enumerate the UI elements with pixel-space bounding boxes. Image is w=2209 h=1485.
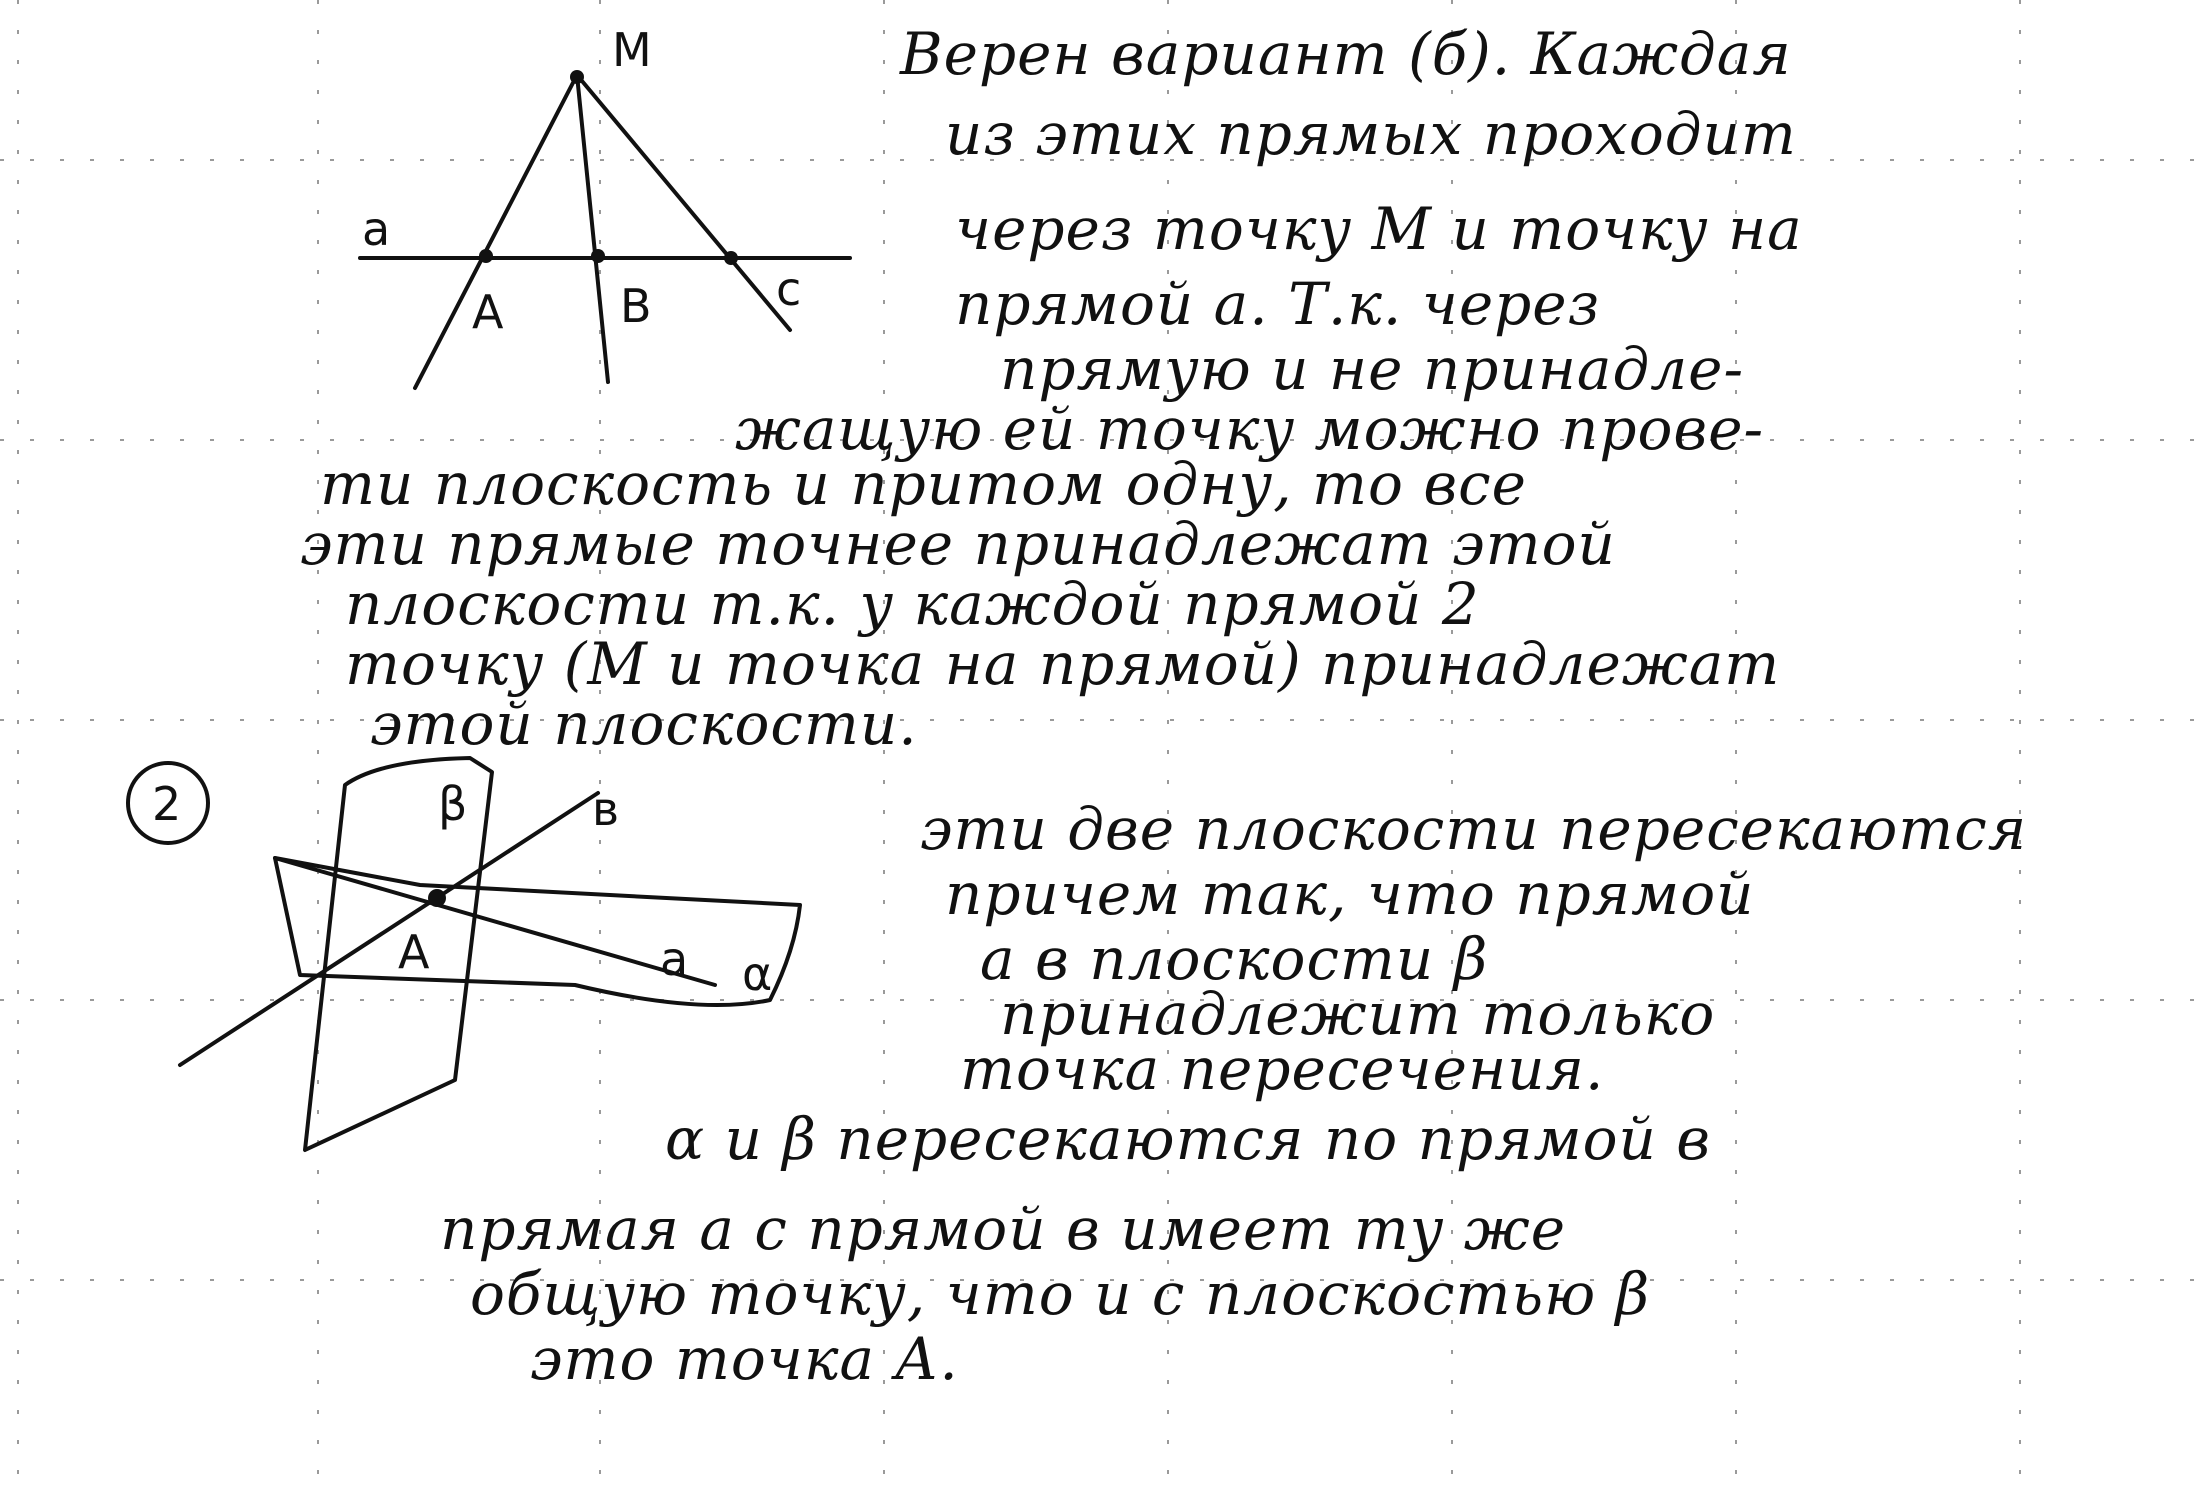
text-line: плоскости т.к. у каждой прямой 2 [345,570,1480,638]
text-line: а в плоскости β [980,925,1489,993]
label-A: А [472,285,504,339]
label-a: а [362,202,391,256]
label-beta: β [438,777,468,831]
text-line: через точку М и точку на [955,195,1803,263]
label-alpha: α [742,947,773,1001]
label-b: в [592,782,620,836]
text-line: это точка А. [530,1325,959,1393]
text-line: причем так, что прямой [945,860,1755,928]
text-line: ти плоскость и притом одну, то все [320,450,1527,518]
text-line: точку (М и точка на прямой) принадлежат [345,630,1781,698]
text-line: α и β пересекаются по прямой в [665,1105,1712,1173]
text-line: принадлежит только [1000,980,1716,1048]
text-line: эти прямые точнее принадлежат этой [300,510,1616,578]
text-line: прямая а с прямой в имеет ту же [440,1195,1567,1263]
problem-number: 2 [152,777,182,831]
text-line: из этих прямых проходит [945,100,1797,168]
label-a: а [660,932,689,986]
line-a [275,858,715,985]
text-line: прямой а. Т.к. через [955,270,1601,338]
line-b [180,793,598,1065]
text-line: этой плоскости. [370,690,918,758]
label-B: В [620,279,652,333]
text-line: жащую ей точку можно прове- [735,395,1765,463]
text-line: прямую и не принадле- [1000,335,1745,403]
text-line: Верен вариант (б). Каждая [900,20,1792,88]
text-line: эти две плоскости пересекаются [920,795,2028,863]
text-line: точка пересечения. [960,1035,1605,1103]
label-A: А [398,925,430,979]
label-M: М [612,23,652,77]
point-A [428,889,446,907]
text-line: общую точку, что и с плоскостью β [470,1260,1651,1328]
label-C: с [776,262,802,316]
